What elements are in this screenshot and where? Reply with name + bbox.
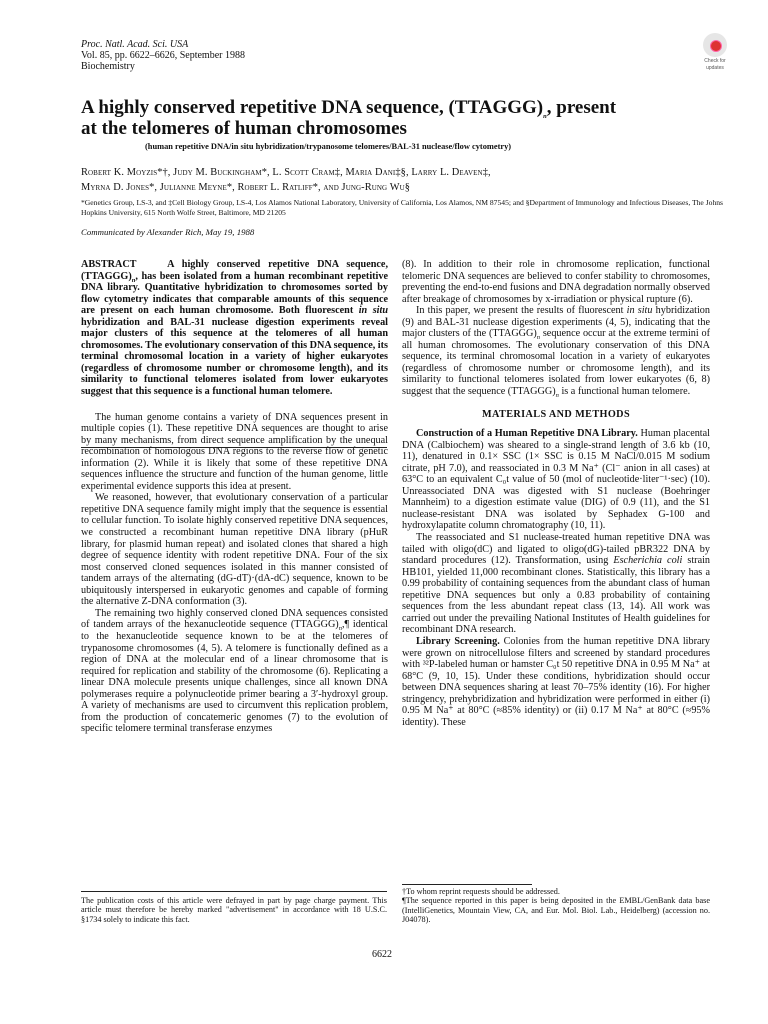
check-for-updates-badge[interactable]: [698, 33, 732, 71]
abstract-italic: in situ: [358, 305, 388, 317]
para-text: Human placental DNA (Calbiochem) was sheared to a single-strand length of 3.6 kb (10, 11), denatured in 0.1× SSC (1× SSC is 0.15 M NaCl/0.015 M sodium citrate, pH 7.0), and reassociated in 0.3 M Na⁺ (Cl⁻ anion in all cases) at 63°C to an equivalent C₀t value of 50 (mol of nucleotide·liter⁻¹·sec) (10). Unreassociated DNA was digested with S1 nuclease (Boehringer Mannheim) to a digestion estimate value (DIG) of 0.9 (11), and the S1 nuclease-resistant DNA was isolated by Sephadex G-100 and hydroxylapatite column chromatography (10, 11).: [402, 428, 710, 532]
check-for-updates-icon: [703, 33, 727, 57]
para-sub: n: [338, 625, 342, 633]
abstract-text-c: hybridization and BAL-31 nuclease digestion experiments reveal major clusters of this sequence at the telomeres of all human chromosomes. The evolutionary conservation of this DNA sequence, its terminal chromosomal location in a variety of higher eukaryotes (regardless of chromosome number or chromosome length), and its similarity to functional telomeres isolated from lower eukaryotes suggest that this sequence is a functional human telomere.: [81, 316, 388, 398]
journal-header: [81, 39, 245, 72]
body-paragraph: The human genome contains a variety of DNA sequences present in multiple copies (1). These repetitive DNA sequences are thought to arise by many mechanisms, from direct sequence amplification by the unequal recombination of homologous DNA regions to the reverse flow of genetic information (2). While it is likely that some of these repetitive DNA sequences influence the structure and function of the human genome, little experimental evidence supports this idea at present.: [81, 411, 388, 492]
para-text-c: sequence occur at the extreme termini of all human chromosomes. The evolutionary conservation of this DNA sequence, its terminal chromosomal location in a variety of eukaryotes (regardless of chromosome number or chromosome length), and its similarity to functional telomeres isolated from lower eukaryotes (6, 8) suggest that the sequence (TTAGGG): [402, 328, 710, 398]
abstract-sub: n: [131, 276, 136, 284]
journal-name: Proc. Natl. Acad. Sci. USA: [81, 39, 189, 50]
body-paragraph: [402, 428, 710, 532]
body-paragraph: (8). In addition to their role in chromosome replication, functional telomeric DNA sequences are believed to confer stability to chromosomes, preventing the end-to-end fusions and DNA degradation normally observed after breakage of chromosomes by x-irradiation or physical rupture (6).: [402, 259, 710, 305]
para-text-b: ,¶ identical to the hexanucleotide sequence known to be at the telomeres of trypanosome chromosomes (4, 5). A telomere is functionally defined as a region of DNA at the molecular end of a linear chromosome that is required for replication and stability of the chromosome (6). Replicating a linear DNA molecule presents unique challenges, since all known DNA polymerases require a polynucleotide primer bearing a 3′-hydroxyl group. A variety of mechanisms are used to circumvent this replication problem, from the production of concatemeric genomes (7) to the evolution of specific telomere terminal transferase enzymes: [81, 619, 388, 735]
footnote-reprint: †To whom reprint requests should be addressed.: [402, 887, 560, 896]
para-text: In this paper, we present the results of fluorescent: [416, 305, 627, 317]
keywords: (human repetitive DNA/in situ hybridization/trypanosome telomeres/BAL-31 nuclease/flow cytometry): [145, 142, 512, 151]
abstract-heading: ABSTRACT: [81, 259, 137, 270]
footnote-sequence: ¶The sequence reported in this paper is being deposited in the EMBL/GenBank data base (IntelliGenetics, Mountain View, CA, and Eur. Mol. Biol. Lab., Heidelberg) (accession no. J04078).: [402, 896, 710, 925]
authors-line1: Robert K. Moyzis*†, Judy M. Buckingham*, L. Scott Cram‡, Maria Dani‡§, Larry L. Deaven‡,: [81, 167, 491, 178]
authors: [81, 165, 741, 195]
title-sub: n: [543, 112, 547, 120]
abstract-divider: [81, 447, 387, 448]
volume-line: Vol. 85, pp. 6622–6626, September 1988: [81, 50, 245, 61]
title-line1-end: , present: [546, 97, 617, 118]
para-text-b: strain HB101, yielded 11,000 recombinant clones. Statistically, this library has a 0.99 probability of containing sequences from the abundant class of human repetitive DNA sequences but only a 0.83 probability of containing sequences from the less abundant repeat class (13, 14). All work was carried out under the prevailing National Institutes of Health guidelines for recombinant DNA research.: [402, 555, 711, 636]
title-line2: at the telomeres of human chromosomes: [81, 118, 407, 139]
paper-title: [81, 97, 711, 139]
para-text: The reassociated and S1 nuclease-treated human repetitive DNA was tailed with oligo(dC) and ligated to oligo(dG)-tailed pBR322 DNA by standard procedures (12). Transformation, using: [402, 532, 710, 567]
footnote-divider-right: [402, 884, 532, 885]
section-heading: MATERIALS AND METHODS: [481, 408, 631, 420]
para-italic: Escherichia coli: [613, 555, 683, 567]
badge-label-1: Check for: [704, 58, 726, 64]
para-text: Colonies from the human repetitive DNA library were grown on nitrocellulose filters and screened by standard procedures with ³²P-labeled human or hamster C₀t 50 repetitive DNA in 0.95 M Na⁺ at 68°C (9, 10, 15). Under these conditions, hybridization should occur between DNA sequences sharing at least 70–75% identity (16). For higher stringency, prehybridization and hybridization were performed in either (i) 0.95 M Na⁺ at 80°C (≈85% identity) or (ii) 0.17 M Na⁺ at 80°C (≈95% identity). These: [402, 635, 710, 728]
footnote-divider-left: [81, 891, 387, 892]
title-line1: A highly conserved repetitive DNA sequence, (TTAGGG): [81, 97, 544, 118]
page-number: 6622: [372, 949, 392, 960]
journal-section: Biochemistry: [81, 61, 135, 72]
body-paragraph: [402, 532, 710, 636]
abstract: [81, 259, 388, 398]
para-text: The remaining two highly conserved cloned DNA sequences consisted of tandem arrays of the hexanucleotide sequence (TTAGGG): [81, 607, 388, 631]
para-sub: n: [536, 334, 541, 342]
left-column: [81, 259, 388, 735]
abstract-text: A highly conserved repetitive DNA sequence, (TTAGGG): [81, 259, 388, 282]
right-column: [402, 259, 710, 728]
run-in-heading: Construction of a Human Repetitive DNA Library.: [416, 428, 638, 440]
body-paragraph: [402, 305, 710, 400]
authors-line2: Myrna D. Jones*, Julianne Meyne*, Robert L. Ratliff*, and Jung-Rung Wu§: [81, 182, 411, 193]
left-footnote: The publication costs of this article were defrayed in part by page charge payment. This article must therefore be hereby marked "advertisement" in accordance with 18 U.S.C. §1734 solely to indicate this fact.: [81, 896, 387, 924]
body-paragraph: We reasoned, however, that evolutionary conservation of a particular repetitive DNA sequence family might imply that the sequence is essential to cellular function. To isolate highly conserved repetitive DNA sequences, we constructed a recombinant human repetitive DNA library (pHuR library, for plasmid human repeat) and isolated clones that shared a high degree of sequence identity with rodent repetitive DNA. Four of the six most conserved cloned sequences isolated in this manner consisted of tandem arrays of the alternating (dG-dT)·(dA-dC) sequence, known to be ubiquitously interspersed in eukaryotic genomes and capable of forming the alternative Z-DNA conformation (3).: [81, 492, 388, 608]
body-paragraph: [81, 608, 388, 735]
para-sub-2: n: [555, 392, 559, 400]
right-footnotes: [402, 887, 710, 925]
para-text-b: hybridization (9) and BAL-31 nuclease digestion experiments (4, 5), indicating that the major clusters of the (TTAGGG): [402, 305, 710, 340]
run-in-heading: Library Screening.: [416, 635, 500, 647]
affiliations: *Genetics Group, LS-3, and ‡Cell Biology Group, LS-4, Los Alamos National Laboratory, University of California, Los Alamos, NM 87545; and §Department of Immunology and Infectious Diseases, The Johns Hopkins University, 615 North Wolfe Street, Baltimore, MD 21205: [81, 198, 723, 217]
badge-label-2: updates: [706, 65, 724, 71]
body-paragraph: [402, 636, 710, 728]
para-text-d: is a functional human telomere.: [558, 386, 691, 398]
abstract-text-b: , has been isolated from a human recombinant repetitive DNA library. Quantitative hybridization to chromosomes sorted by flow cytometry indicates that comparable amounts of this sequence are present on each human chromosome. Both fluorescent: [81, 270, 388, 317]
communicated-by: Communicated by Alexander Rich, May 19, 1988: [81, 227, 255, 237]
para-italic: in situ: [626, 305, 653, 317]
